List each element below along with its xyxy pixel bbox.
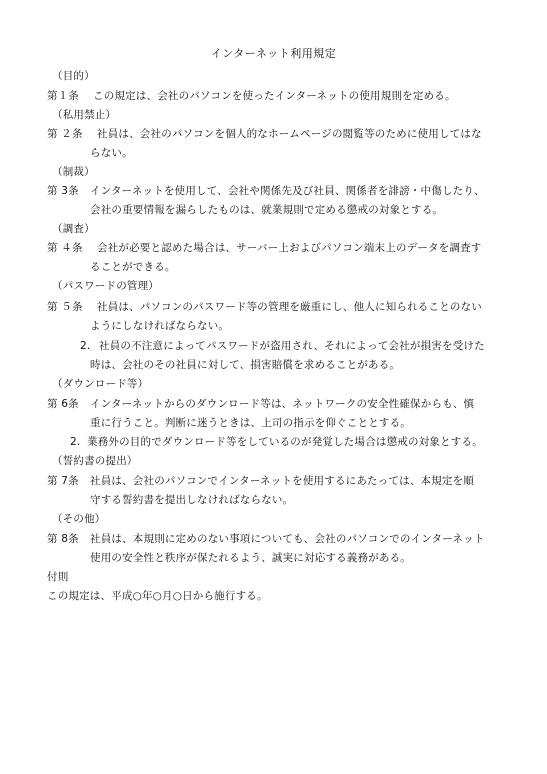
article-5-number: 第 ５条: [47, 301, 83, 313]
article-1-number: 第１条: [47, 90, 80, 102]
article-6-sub-number: 2.: [70, 436, 81, 448]
article-7-heading: （誓約書の提出）: [52, 455, 138, 467]
article-4-line-1: 会社が必要と認めた場合は、サーバー上およびパソコン端末上のデータを調査す: [97, 242, 482, 254]
article-5-sub-line-1: 社員の不注意によってパスワードが盗用され、それによって会社が損害を受けた: [99, 340, 485, 352]
article-2-heading: （私用禁止）: [52, 109, 117, 121]
article-4-line-2: ることができる。: [90, 261, 176, 273]
article-5-line-2: ようにしなければならない。: [90, 320, 230, 332]
supplementary-heading: 付則: [47, 571, 69, 583]
article-7-line-2: 守する誓約書を提出しなければならない。: [90, 494, 294, 506]
article-3-line-2: 会社の重要情報を漏らしたものは、就業規則で定める懲戒の対象とする。: [90, 204, 444, 216]
article-8-heading: （その他）: [52, 513, 106, 525]
article-4-heading: （調査）: [52, 223, 95, 235]
article-8-number: 第 8条: [47, 533, 79, 545]
article-6-heading: （ダウンロード等）: [52, 378, 149, 390]
article-2-line-2: らない。: [90, 147, 133, 159]
article-5-sub-line-2: 時は、会社のその社員に対して、損害賠償を求めることがある。: [90, 359, 401, 371]
article-1-heading: （目的）: [52, 70, 95, 82]
article-5-line-1: 社員は、パソコンのパスワード等の管理を厳重にし、他人に知られることのない: [97, 301, 482, 313]
article-4-number: 第 ４条: [47, 242, 83, 254]
article-3-line-1: インターネットを使用して、会社や関係先及び社員、関係者を誹謗・中傷したり、: [90, 185, 485, 197]
article-5-heading: （パスワードの管理）: [52, 280, 159, 292]
article-6-sub-line-1: 業務外の目的でダウンロード等をしているのが発覚した場合は懲戒の対象とする。: [87, 436, 483, 448]
article-6-line-1: インターネットからのダウンロード等は、ネットワークの安全性確保からも、慎: [90, 398, 475, 410]
article-8-line-1: 社員は、本規則に定めのない事項についても、会社のパソコンでのインターネット: [90, 533, 485, 545]
supplementary-text: この規定は、平成○年○月○日から施行する。: [47, 590, 268, 602]
document-title: インターネット利用規定: [210, 47, 337, 60]
article-7-number: 第 7条: [47, 475, 79, 487]
article-8-line-2: 使用の安全性と秩序が保たれるよう、誠実に対応する義務がある。: [90, 552, 411, 564]
article-7-line-1: 社員は、会社のパソコンでインターネットを使用するにあたっては、本規定を順: [90, 475, 475, 487]
article-2-number: 第 ２条: [47, 128, 83, 140]
article-5-sub-number: 2.: [80, 340, 91, 352]
article-3-number: 第 3条: [47, 185, 79, 197]
article-6-number: 第 6条: [47, 398, 79, 410]
article-6-line-2: 重に行うこと。判断に迷うときは、上司の指示を仰ぐこととする。: [90, 417, 411, 429]
article-3-heading: （制裁）: [52, 166, 95, 178]
article-1-line-1: この規定は、会社のパソコンを使ったインターネットの使用規則を定める。: [93, 90, 456, 102]
article-2-line-1: 社員は、会社のパソコンを個人的なホームページの閲覧等のために使用してはな: [97, 128, 482, 140]
